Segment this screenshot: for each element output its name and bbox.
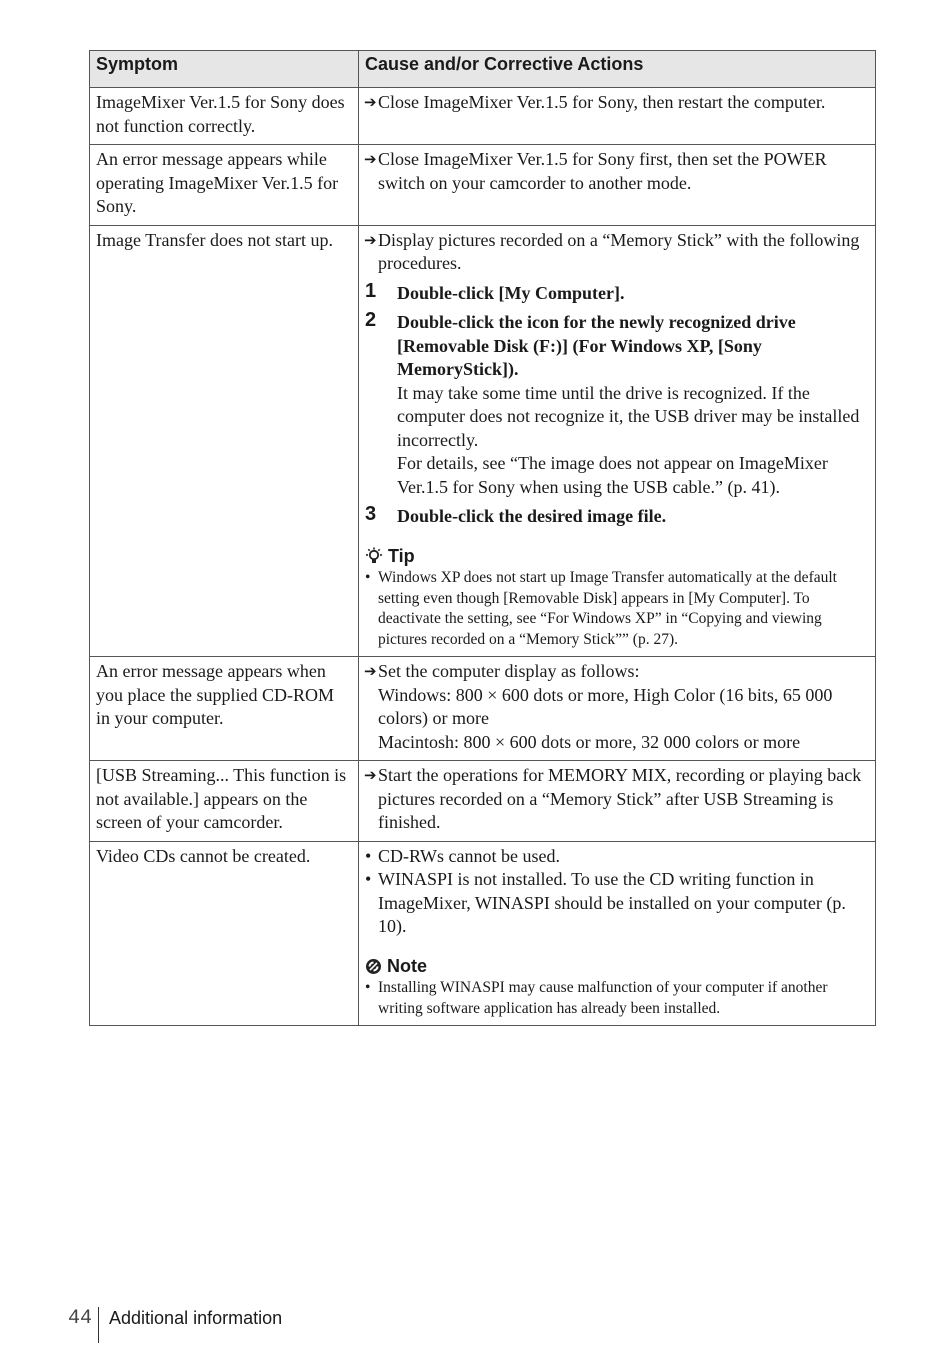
list-item: • WINASPI is not installed. To use the CD writing function in ImageMixer, WINASPI should be installed on your computer (p. 10).: [365, 869, 846, 936]
action-cell: ➔ Close ImageMixer Ver.1.5 for Sony, then restart the computer.: [359, 88, 876, 145]
symptom-cell: Image Transfer does not start up.: [90, 225, 359, 657]
table-row: [90, 145, 876, 226]
footer-divider: [98, 1307, 99, 1343]
page-number: 44: [68, 1306, 93, 1330]
symptom-cell: An error message appears while operating ImageMixer Ver.1.5 for Sony.: [90, 145, 359, 226]
table-header-row: [90, 51, 876, 88]
arrow-icon: ➔: [364, 150, 377, 168]
page-footer: [68, 1293, 282, 1343]
symptom-cell: ImageMixer Ver.1.5 for Sony does not function correctly.: [90, 88, 359, 145]
table-row: [90, 225, 876, 657]
step-1: 1 Double-click [My Computer].: [365, 279, 625, 303]
note-heading: Note: [365, 955, 869, 979]
action-cell: [359, 841, 876, 1026]
column-header-actions: Cause and/or Corrective Actions: [359, 51, 876, 88]
symptom-cell: An error message appears when you place the supplied CD-ROM in your computer.: [90, 657, 359, 761]
list-item: • CD-RWs cannot be used.: [365, 845, 560, 866]
arrow-icon: ➔: [364, 662, 377, 680]
lightbulb-icon: [365, 547, 383, 565]
table-row: [90, 761, 876, 842]
step-2: 2 Double-click the icon for the newly recognized drive [Removable Disk (F:)] (For Windows XP, [Sony MemoryStick]). It may take some time until the drive is recognized. If the computer does not recognize it, the USB driver may be installed incorrectly. For details, see “The image does not appear on ImageMixer Ver.1.5 for Sony when using the USB cable.” (p. 41).: [365, 309, 860, 497]
tip-heading: Tip: [365, 545, 869, 569]
action-cell: ➔ Display pictures recorded on a “Memory Stick” with the following procedures. 1 Double-click [My Computer]. 2 Double-click the icon for the newly recognized drive [Removable Disk (F:)] (For Windows XP, [Sony MemoryStick]). It may take some time until the drive is recognized. If the computer does not recognize it, the USB driver may be installed incorrectly. For details, see “The image does not appear on ImageMixer Ver.1.5 for Sony when using the USB cable.” (p. 41). 3 Double-click the desired image file. Tip • Windows XP does not start up Image Transfer automatically at the default setting even though [Removable Disk] appears in [My Computer]. To deactivate the setting, see “For Windows XP” in “Copying and viewing pictures recorded on a “Memory Stick”” (p. 27).: [359, 225, 876, 657]
table-row: [90, 841, 876, 1026]
symptom-cell: Video CDs cannot be created.: [90, 841, 359, 1026]
table-row: [90, 88, 876, 145]
column-header-symptom: Symptom: [90, 51, 359, 88]
troubleshooting-table: [89, 50, 876, 1026]
symptom-cell: [USB Streaming... This function is not available.] appears on the screen of your camcorder.: [90, 761, 359, 842]
action-cell: ➔ Set the computer display as follows: Windows: 800 × 600 dots or more, High Color (16 bits, 65 000 colors) or more Macintosh: 800 × 600 dots or more, 32 000 colors or more: [359, 657, 876, 761]
note-text: • Installing WINASPI may cause malfunction of your computer if another writing software application has already been installed.: [365, 979, 828, 1017]
arrow-icon: ➔: [364, 93, 377, 111]
step-3: 3 Double-click the desired image file.: [365, 503, 667, 526]
action-cell: ➔ Start the operations for MEMORY MIX, recording or playing back pictures recorded on a “Memory Stick” after USB Streaming is finished.: [359, 761, 876, 842]
action-cell: ➔ Close ImageMixer Ver.1.5 for Sony first, then set the POWER switch on your camcorder to another mode.: [359, 145, 876, 226]
table-row: [90, 657, 876, 761]
arrow-icon: ➔: [364, 766, 377, 784]
section-title: Additional information: [109, 1307, 283, 1328]
note-icon: [365, 958, 382, 975]
arrow-icon: ➔: [364, 230, 377, 249]
tip-text: • Windows XP does not start up Image Transfer automatically at the default setting even though [Removable Disk] appears in [My Computer]. To deactivate the setting, see “For Windows XP” in “Copying and viewing pictures recorded on a “Memory Stick”” (p. 27).: [365, 569, 837, 648]
